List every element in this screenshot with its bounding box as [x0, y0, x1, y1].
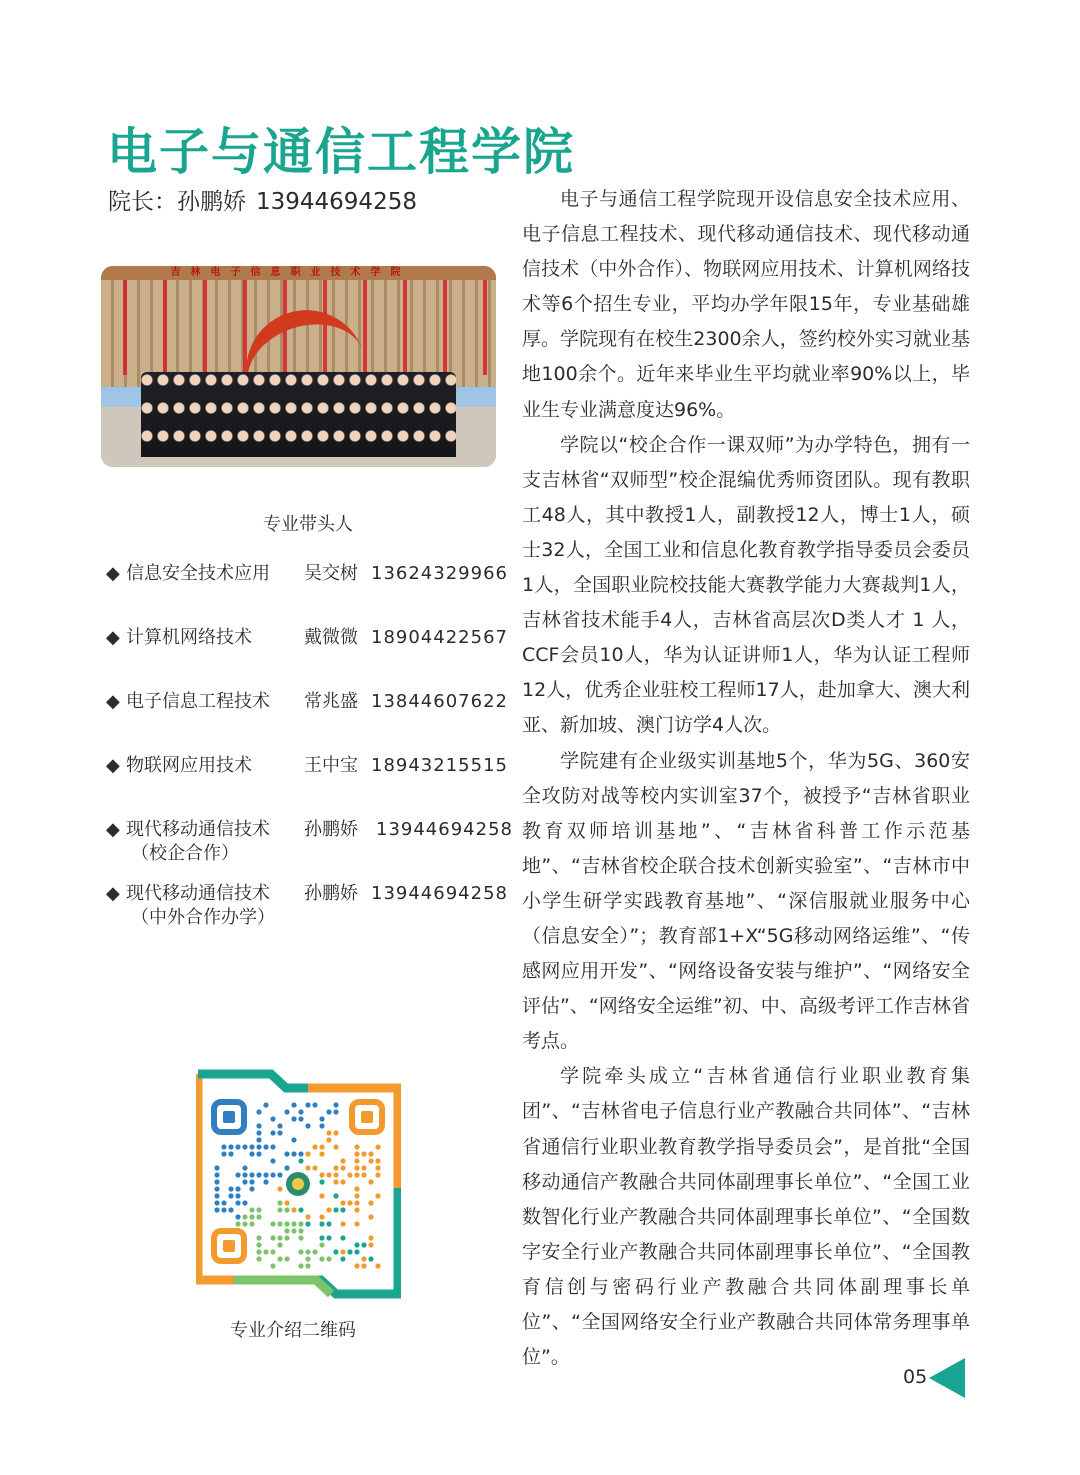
qr-module	[347, 1172, 352, 1177]
qr-module	[277, 1235, 282, 1240]
qr-module	[354, 1172, 359, 1177]
qr-module	[319, 1179, 324, 1184]
diamond-bullet-icon: ◆	[106, 691, 120, 712]
qr-module	[354, 1200, 359, 1205]
qr-module	[298, 1235, 303, 1240]
qr-module	[256, 1144, 261, 1149]
qr-module	[319, 1116, 324, 1121]
qr-module	[256, 1249, 261, 1254]
qr-module	[333, 1249, 338, 1254]
qr-module	[277, 1221, 282, 1226]
qr-module	[368, 1151, 373, 1156]
qr-module	[256, 1151, 261, 1156]
qr-module	[326, 1235, 331, 1240]
qr-module	[249, 1221, 254, 1226]
diamond-bullet-icon: ◆	[106, 627, 120, 648]
qr-module	[284, 1151, 289, 1156]
qr-module	[326, 1221, 331, 1226]
diamond-bullet-icon: ◆	[106, 819, 120, 840]
qr-module	[340, 1235, 345, 1240]
leader-phone: 18943215515	[371, 755, 508, 776]
qr-module	[249, 1186, 254, 1191]
leaders-title: 专业带头人	[263, 514, 353, 535]
qr-module	[270, 1172, 275, 1177]
qr-module	[319, 1151, 324, 1156]
qr-module	[214, 1200, 219, 1205]
qr-module	[291, 1151, 296, 1156]
qr-module	[277, 1207, 282, 1212]
qr-module	[270, 1116, 275, 1121]
leader-phone: 13624329966	[371, 563, 508, 584]
qr-module	[354, 1249, 359, 1254]
qr-module	[256, 1256, 261, 1261]
qr-module	[319, 1235, 324, 1240]
qr-module	[326, 1256, 331, 1261]
qr-module	[305, 1214, 310, 1219]
qr-module	[319, 1214, 324, 1219]
qr-module	[270, 1158, 275, 1163]
qr-module	[333, 1207, 338, 1212]
qr-module	[270, 1235, 275, 1240]
qr-module	[291, 1137, 296, 1142]
qr-module	[354, 1186, 359, 1191]
qr-module	[298, 1151, 303, 1156]
qr-module	[305, 1256, 310, 1261]
qr-module	[354, 1151, 359, 1156]
qr-module	[361, 1263, 366, 1268]
qr-module	[242, 1221, 247, 1226]
qr-module	[249, 1214, 254, 1219]
qr-module	[319, 1123, 324, 1128]
page-title: 电子与通信工程学院	[107, 123, 575, 181]
qr-module	[340, 1200, 345, 1205]
leader-name: 孙鹏娇	[304, 883, 358, 904]
qr-module	[354, 1193, 359, 1198]
qr-module	[256, 1214, 261, 1219]
qr-module	[340, 1256, 345, 1261]
qr-module	[354, 1221, 359, 1226]
qr-module	[256, 1130, 261, 1135]
major-name: 信息安全技术应用	[126, 563, 270, 584]
intro-paragraph: 学院建有企业级实训基地5个，华为5G、360安全攻防对战等校内实训室37个，被授予“吉林省职业教育双师培训基地”、“吉林省科普工作示范基地”、“吉林省校企联合技术创新实验室”、“吉林市中小学生研学实践教育基地”、“深信服就业服务中心（信息安全）”；教育部1+X“5G移动网络运维”、“传感网应用开发”、“网络设备安装与维护”、“网络安全评估”、“网络安全运维”初、中、高级考评工作吉林省考点。	[522, 749, 970, 1053]
leader-name: 常兆盛	[304, 691, 358, 712]
photo-banner: 吉林电子信息职业技术学院	[170, 267, 411, 278]
qr-module	[319, 1256, 324, 1261]
qr-module	[277, 1123, 282, 1128]
qr-module	[368, 1235, 373, 1240]
qr-module	[263, 1102, 268, 1107]
qr-module	[361, 1165, 366, 1170]
qr-module	[305, 1221, 310, 1226]
qr-finder-top-left-dot	[223, 1111, 235, 1123]
leader-phone: 13844607622	[371, 691, 508, 712]
qr-module	[256, 1123, 261, 1128]
qr-module	[214, 1165, 219, 1170]
qr-module	[312, 1102, 317, 1107]
qr-module	[319, 1144, 324, 1149]
qr-module	[242, 1179, 247, 1184]
qr-module	[312, 1165, 317, 1170]
qr-module	[305, 1165, 310, 1170]
qr-module	[256, 1109, 261, 1114]
qr-module	[256, 1235, 261, 1240]
qr-module	[347, 1200, 352, 1205]
page-number: 05	[903, 1366, 928, 1388]
qr-module	[249, 1179, 254, 1184]
qr-module	[333, 1102, 338, 1107]
qr-module	[242, 1144, 247, 1149]
major-name: 物联网应用技术	[126, 755, 252, 776]
qr-module	[291, 1221, 296, 1226]
qr-module	[277, 1200, 282, 1205]
leader-phone: 13944694258	[376, 819, 513, 840]
dean-label: 院长：孙鹏娇	[108, 189, 246, 215]
qr-module	[319, 1242, 324, 1247]
qr-module	[368, 1242, 373, 1247]
dean-phone: 13944694258	[256, 189, 417, 215]
qr-module	[256, 1242, 261, 1247]
qr-module	[375, 1263, 380, 1268]
qr-module	[326, 1172, 331, 1177]
qr-module	[228, 1186, 233, 1191]
leader-name: 王中宝	[304, 755, 358, 776]
qr-module	[242, 1165, 247, 1170]
qr-module	[214, 1186, 219, 1191]
qr-module	[270, 1130, 275, 1135]
qr-module	[235, 1193, 240, 1198]
qr-module	[298, 1221, 303, 1226]
qr-module	[340, 1207, 345, 1212]
leader-phone: 13944694258	[371, 883, 508, 904]
qr-module	[298, 1158, 303, 1163]
diamond-bullet-icon: ◆	[106, 755, 120, 776]
qr-module	[284, 1165, 289, 1170]
qr-module	[263, 1249, 268, 1254]
qr-module	[326, 1207, 331, 1212]
qr-module	[214, 1172, 219, 1177]
qr-module	[263, 1172, 268, 1177]
qr-module	[228, 1207, 233, 1212]
qr-module	[298, 1228, 303, 1233]
qr-module	[235, 1221, 240, 1226]
qr-module	[235, 1214, 240, 1219]
qr-module	[333, 1179, 338, 1184]
qr-module	[263, 1144, 268, 1149]
qr-module	[214, 1179, 219, 1184]
qr-module	[270, 1263, 275, 1268]
qr-module	[277, 1242, 282, 1247]
qr-module	[305, 1263, 310, 1268]
qr-module	[305, 1249, 310, 1254]
qr-module	[333, 1165, 338, 1170]
major-name: 现代移动通信技术	[126, 883, 270, 904]
diamond-bullet-icon: ◆	[106, 883, 120, 904]
qr-module	[368, 1200, 373, 1205]
qr-module	[291, 1228, 296, 1233]
qr-module	[368, 1214, 373, 1219]
qr-module	[305, 1102, 310, 1107]
qr-module	[298, 1249, 303, 1254]
qr-module	[228, 1144, 233, 1149]
qr-module	[256, 1137, 261, 1142]
qr-module	[228, 1151, 233, 1156]
qr-module	[361, 1256, 366, 1261]
major-sub: （校企合作）	[131, 843, 239, 864]
qr-module	[319, 1193, 324, 1198]
qr-caption: 专业介绍二维码	[230, 1320, 356, 1341]
qr-module	[368, 1179, 373, 1184]
dean-line	[108, 183, 417, 216]
qr-module	[347, 1249, 352, 1254]
intro-paragraph: 学院牵头成立“吉林省通信行业职业教育集团”、“吉林省电子信息行业产教融合共同体”、“吉林省通信行业职业教育教学指导委员会”，是首批“全国移动通信产教融合共同体副理事长单位”、“全国工业数智化行业产教融合共同体副理事长单位”、“全国数字安全行业产教融合共同体副理事长单位”、“全国教育信创与密码行业产教融合共同体副理事长单位”、“全国网络安全行业产教融合共同体常务理事单位”。	[522, 1065, 970, 1369]
qr-module	[242, 1172, 247, 1177]
intro-text	[522, 182, 970, 1375]
intro-paragraph: 学院以“校企合作一课双师”为办学特色，拥有一支吉林省“双师型”校企混编优秀师资团队。现有教职工48人，其中教授1人，副教授12人，博士1人，硕士32人，全国工业和信息化教育教学指导委员会委员1人，全国职业院校技能大赛教学能力大赛裁判1人，吉林省技术能手4人，吉林省高层次D类人才 1 人，CCF会员10人，华为认证讲师1人，华为认证工程师12人，优秀企业驻校工程师17人，赴加拿大、澳大利亚、新加坡、澳门访学4人次。	[522, 433, 970, 737]
qr-module	[256, 1207, 261, 1212]
qr-module	[221, 1200, 226, 1205]
qr-frame-bottom-green	[234, 1280, 331, 1294]
qr-module	[298, 1116, 303, 1121]
qr-module	[284, 1200, 289, 1205]
qr-module	[235, 1200, 240, 1205]
qr-module	[361, 1242, 366, 1247]
qr-module	[333, 1130, 338, 1135]
leader-name: 吴交树	[304, 563, 358, 584]
qr-module	[221, 1207, 226, 1212]
leader-phone: 18904422567	[371, 627, 508, 648]
qr-module	[298, 1109, 303, 1114]
qr-module	[375, 1144, 380, 1149]
qr-module	[333, 1172, 338, 1177]
leader-name: 孙鹏娇	[304, 819, 358, 840]
qr-module	[221, 1144, 226, 1149]
qr-module	[249, 1172, 254, 1177]
qr-module	[249, 1144, 254, 1149]
qr-module	[305, 1123, 310, 1128]
qr-module	[340, 1221, 345, 1226]
qr-module	[277, 1172, 282, 1177]
qr-module	[214, 1193, 219, 1198]
qr-module	[305, 1151, 310, 1156]
qr-module	[284, 1207, 289, 1212]
qr-module	[291, 1102, 296, 1107]
qr-module	[340, 1249, 345, 1254]
qr-module	[340, 1165, 345, 1170]
qr-module	[284, 1109, 289, 1114]
qr-module	[312, 1249, 317, 1254]
qr-finder-bottom-left-dot	[223, 1240, 235, 1252]
qr-module	[263, 1179, 268, 1184]
qr-finder-top-right-dot	[361, 1111, 373, 1123]
qr-module	[354, 1158, 359, 1163]
qr-module	[354, 1144, 359, 1149]
qr-module	[361, 1151, 366, 1156]
qr-module	[354, 1207, 359, 1212]
qr-module	[284, 1228, 289, 1233]
qr-module	[214, 1207, 219, 1212]
group-photo	[101, 266, 496, 467]
qr-module	[326, 1109, 331, 1114]
qr-module	[333, 1193, 338, 1198]
qr-module	[340, 1158, 345, 1163]
qr-module	[368, 1256, 373, 1261]
qr-module	[249, 1207, 254, 1212]
qr-module	[242, 1214, 247, 1219]
qr-module	[235, 1172, 240, 1177]
qr-module	[375, 1158, 380, 1163]
qr-module	[228, 1193, 233, 1198]
major-name: 电子信息工程技术	[126, 691, 270, 712]
qr-module	[375, 1165, 380, 1170]
qr-module	[235, 1144, 240, 1149]
qr-module	[375, 1193, 380, 1198]
qr-module	[284, 1221, 289, 1226]
qr-module	[354, 1165, 359, 1170]
qr-module	[249, 1151, 254, 1156]
qr-module	[270, 1144, 275, 1149]
qr-module	[270, 1221, 275, 1226]
major-name: 现代移动通信技术	[126, 819, 270, 840]
qr-module	[235, 1186, 240, 1191]
qr-module	[270, 1249, 275, 1254]
qr-module	[284, 1256, 289, 1261]
intro-paragraph: 电子与通信工程学院现开设信息安全技术应用、电子信息工程技术、现代移动通信技术、现代移动通信技术（中外合作）、物联网应用技术、计算机网络技术等6个招生专业，平均办学年限15年，专业基础雄厚。学院现有在校生2300余人，签约校外实习就业基地100余个。近年来毕业生平均就业率90%以上，毕业生专业满意度达96%。	[522, 188, 970, 421]
qr-code[interactable]	[196, 1068, 401, 1299]
qr-module	[221, 1151, 226, 1156]
page-triangle-icon	[929, 1358, 965, 1398]
qr-module	[291, 1207, 296, 1212]
qr-module	[242, 1200, 247, 1205]
qr-module	[298, 1207, 303, 1212]
qr-module	[333, 1109, 338, 1114]
qr-module	[361, 1172, 366, 1177]
qr-module	[326, 1130, 331, 1135]
qr-module	[284, 1235, 289, 1240]
qr-module	[312, 1144, 317, 1149]
diamond-bullet-icon: ◆	[106, 563, 120, 584]
major-sub: （中外合作办学）	[131, 907, 275, 928]
qr-logo-center	[292, 1178, 304, 1190]
qr-module	[277, 1256, 282, 1261]
photo-people	[141, 372, 456, 457]
leader-name: 戴微微	[304, 627, 358, 648]
qr-module	[340, 1179, 345, 1184]
qr-module	[277, 1186, 282, 1191]
qr-module	[319, 1221, 324, 1226]
qr-module	[354, 1263, 359, 1268]
qr-module	[291, 1116, 296, 1121]
qr-module	[298, 1263, 303, 1268]
qr-module	[354, 1242, 359, 1247]
major-name: 计算机网络技术	[126, 627, 252, 648]
qr-module	[319, 1172, 324, 1177]
qr-module	[368, 1158, 373, 1163]
qr-module	[326, 1137, 331, 1142]
qr-module	[256, 1172, 261, 1177]
qr-module	[375, 1172, 380, 1177]
qr-module	[277, 1130, 282, 1135]
qr-module	[333, 1144, 338, 1149]
